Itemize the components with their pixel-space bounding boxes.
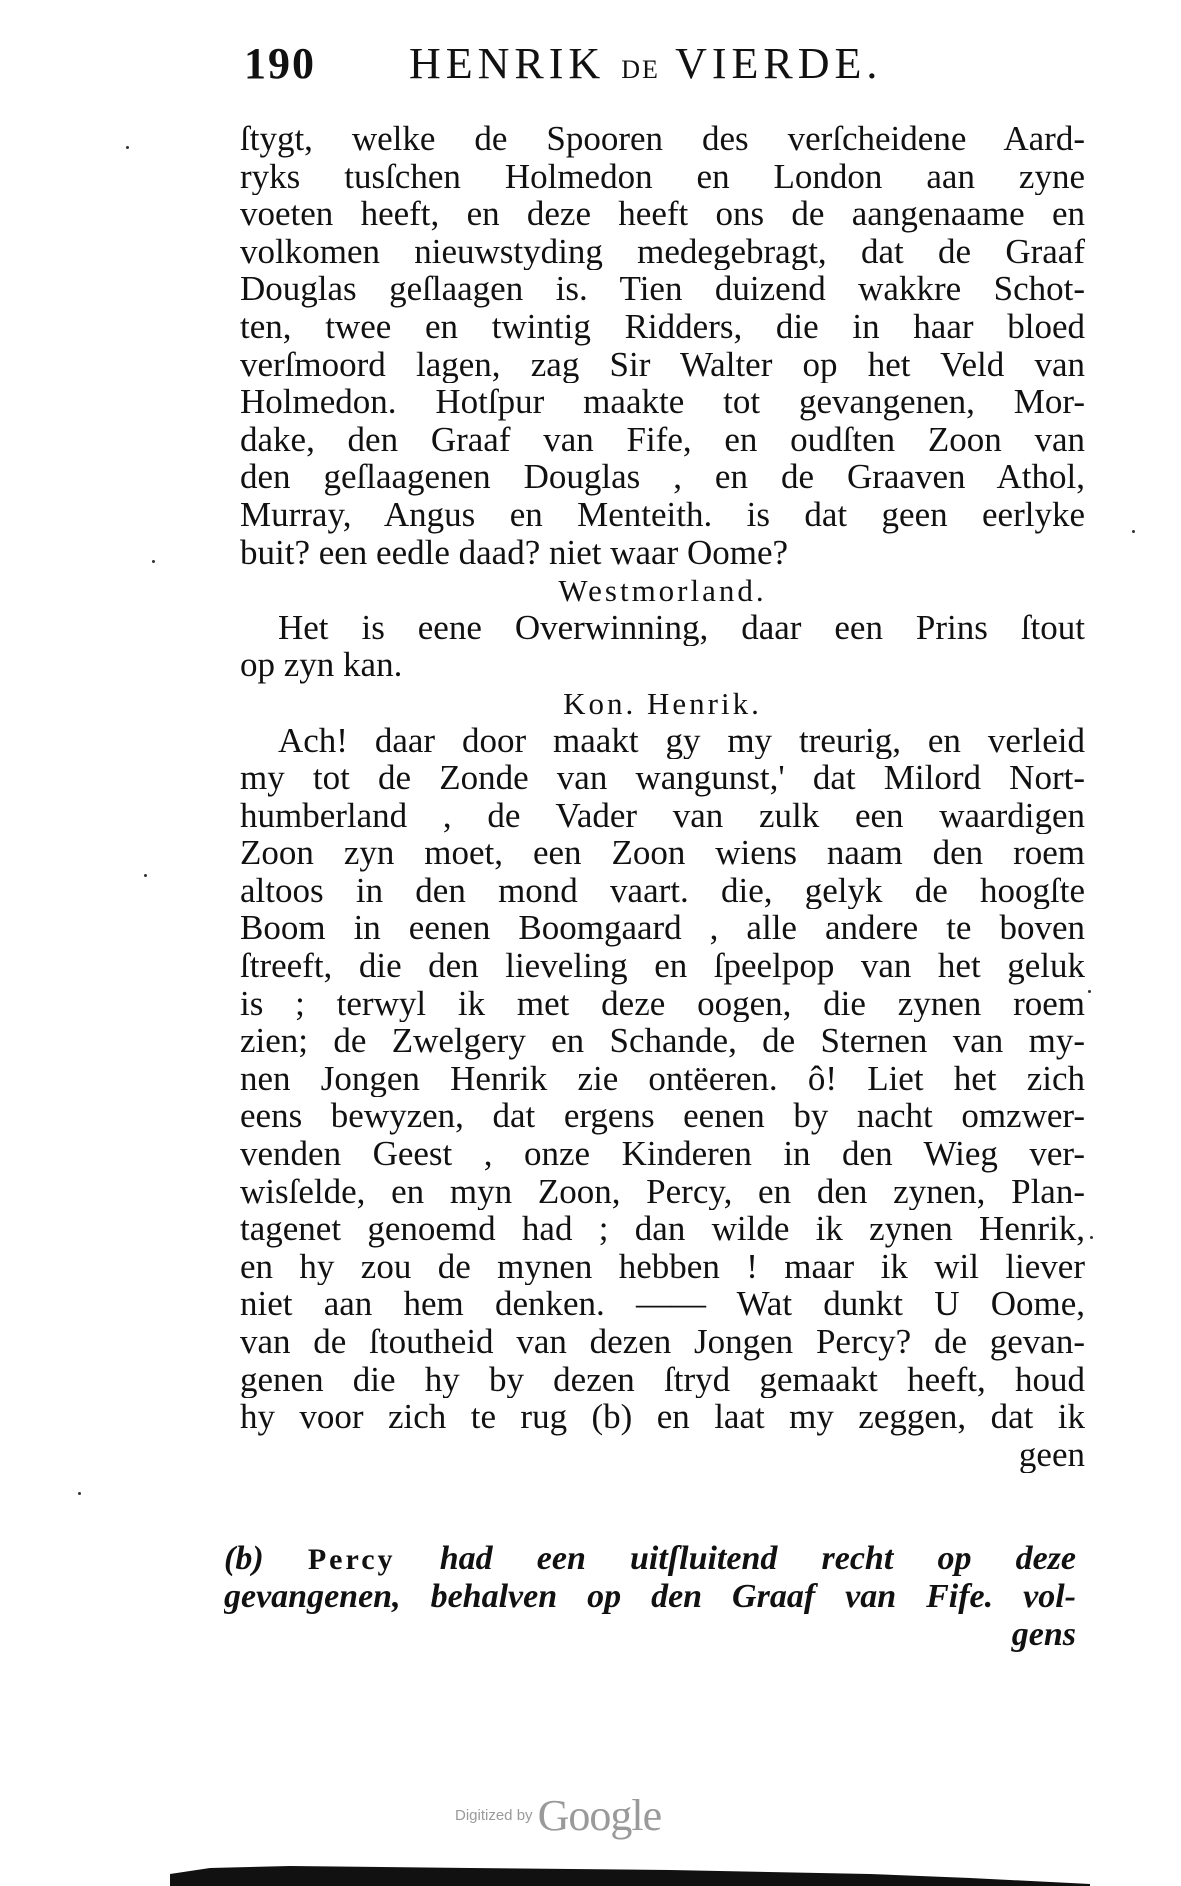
footnote-line bbox=[224, 1540, 1076, 1578]
text-line: van de ſtoutheid van dezen Jongen Percy? de gevan- bbox=[240, 1323, 1085, 1361]
digitized-by-label: Digitized by bbox=[455, 1807, 533, 1824]
scan-speck bbox=[78, 1492, 81, 1495]
running-header bbox=[244, 38, 944, 98]
text-line: zien; de Zwelgery en Schande, de Sternen van my- bbox=[240, 1022, 1085, 1060]
text-line: den geſlaagenen Douglas , en de Graaven Athol, bbox=[240, 458, 1085, 496]
text-line: Douglas geſlaagen is. Tien duizend wakkre Schot- bbox=[240, 270, 1085, 308]
footnote-name: Percy bbox=[307, 1543, 396, 1576]
running-title bbox=[409, 38, 882, 89]
text-line: nen Jongen Henrik zie ontëeren. ô! Liet het zich bbox=[240, 1059, 1085, 1098]
text-line: Ach! daar door maakt gy my treurig, en verleid bbox=[278, 721, 1085, 760]
text-line: is ; terwyl ik met deze oogen, die zynen roem bbox=[240, 984, 1085, 1023]
text-line: wisſelde, en myn Zoon, Percy, en den zynen, Plan- bbox=[240, 1172, 1085, 1211]
text-line: eens bewyzen, dat ergens eenen by nacht omzwer- bbox=[240, 1097, 1085, 1136]
text-line: Murray, Angus en Menteith. is dat geen eerlyke bbox=[240, 495, 1085, 534]
text-line: Het is eene Overwinning, daar een Prins ſtout bbox=[278, 608, 1085, 647]
scan-speck bbox=[1088, 990, 1091, 993]
text-line: hy voor zich te rug (b) en laat my zeggen, dat ik bbox=[240, 1398, 1085, 1436]
text-line: ſtreeft, die den lieveling en ſpeelpop van het geluk bbox=[240, 947, 1085, 985]
text-line: altoos in den mond vaart. die, gelyk de hoogſte bbox=[240, 871, 1085, 910]
text-line: genen die hy by dezen ſtryd gemaakt heeft, houd bbox=[240, 1360, 1085, 1399]
speaker-westmorland: Westmorland. bbox=[558, 573, 767, 609]
text-line: dake, den Graaf van Fife, en oudſten Zoon van bbox=[240, 420, 1085, 459]
text-line: voeten heeft, en deze heeft ons de aangenaame en bbox=[240, 195, 1085, 233]
catchword: geen bbox=[1018, 1435, 1085, 1474]
scan-edge-shadow bbox=[170, 1856, 1090, 1886]
scan-speck bbox=[152, 560, 155, 563]
scan-speck bbox=[1090, 1236, 1093, 1239]
footnote-marker: (b) bbox=[224, 1540, 264, 1577]
text-line: niet aan hem denken. —— Wat dunkt U Oome, bbox=[240, 1285, 1085, 1323]
footnote bbox=[224, 1540, 1076, 1654]
text-line: ten, twee en twintig Ridders, die in haar bloed bbox=[240, 307, 1085, 346]
title-part1: HENRIK bbox=[409, 39, 606, 88]
footnote-catchword: gens bbox=[1011, 1616, 1076, 1653]
text-line: ryks tusſchen Holmedon en London aan zyne bbox=[240, 157, 1085, 196]
body-text bbox=[240, 120, 1085, 1473]
scan-speck bbox=[126, 146, 129, 149]
speaker-kon-henrik: Kon. Henrik. bbox=[563, 685, 762, 721]
page-number: 190 bbox=[244, 39, 316, 88]
text-line: Boom in eenen Boomgaard , alle andere te boven bbox=[240, 909, 1085, 948]
scan-speck bbox=[1132, 530, 1135, 533]
text-line: op zyn kan. bbox=[240, 646, 403, 684]
title-part2: VIERDE. bbox=[675, 39, 883, 88]
scan-speck bbox=[144, 874, 147, 877]
text-line: verſmoord lagen, zag Sir Walter op het Veld van bbox=[240, 345, 1085, 384]
google-logo: Google bbox=[537, 1791, 662, 1840]
text-line: my tot de Zonde van wangunst,' dat Milord Nort- bbox=[240, 759, 1085, 797]
footnote-text: had een uitſluitend recht op deze bbox=[439, 1540, 1076, 1577]
text-line: buit? een eedle daad? niet waar Oome? bbox=[240, 533, 789, 572]
text-line: volkomen nieuwstyding medegebragt, dat de Graaf bbox=[240, 232, 1085, 271]
text-line: en hy zou de mynen hebben ! maar ik wil liever bbox=[240, 1247, 1085, 1286]
title-small: DE bbox=[621, 55, 660, 84]
text-line: venden Geest , onze Kinderen in den Wieg ver- bbox=[240, 1135, 1085, 1173]
text-line: ſtygt, welke de Spooren des verſcheidene Aard- bbox=[240, 120, 1085, 158]
footnote-line: gevangenen, behalven op den Graaf van Fife. vol- bbox=[224, 1578, 1076, 1615]
text-line: Zoon zyn moet, een Zoon wiens naam den roem bbox=[240, 834, 1085, 872]
text-line: humberland , de Vader van zulk een waardigen bbox=[240, 796, 1085, 835]
text-line: tagenet genoemd had ; dan wilde ik zynen Henrik, bbox=[240, 1210, 1085, 1248]
text-line: Holmedon. Hotſpur maakte tot gevangenen, Mor- bbox=[240, 383, 1085, 421]
google-watermark bbox=[455, 1790, 661, 1841]
